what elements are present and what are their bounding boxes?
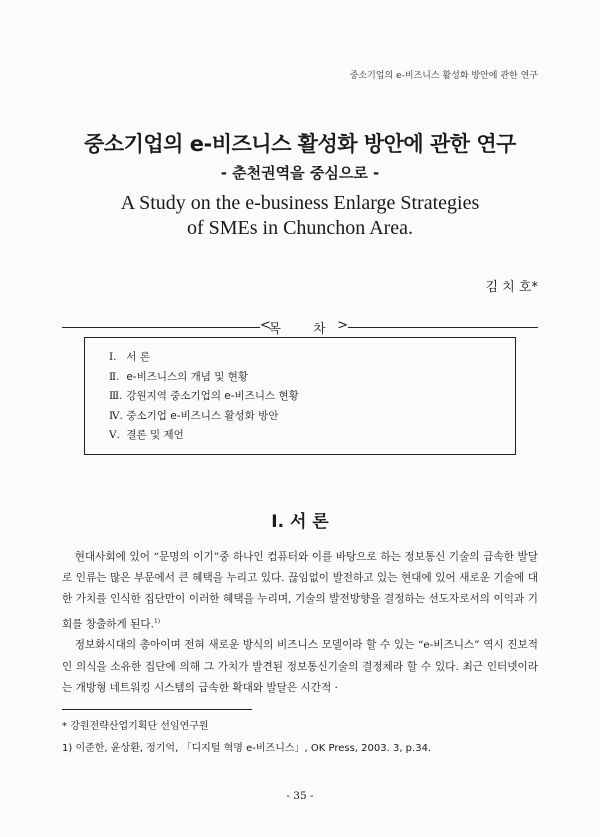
- footnote-author: * 강원전략산업기획단 선임연구원: [62, 721, 209, 732]
- toc-item-text: 강원지역 중소기업의 e-비즈니스 현황: [126, 390, 299, 402]
- toc-item-text: 서 론: [126, 351, 150, 363]
- author-name: 김 치 호*: [485, 280, 538, 295]
- paper-title-english-line1: A Study on the e-business Enlarge Strategies: [120, 192, 480, 214]
- paper-subtitle: - 춘천권역을 중심으로 -: [220, 164, 380, 182]
- toc-rule-left: [62, 327, 260, 328]
- paper-title-english: [0, 191, 600, 241]
- toc-item-number: Ⅱ.: [109, 370, 120, 383]
- paper-title-korean: 중소기업의 e-비즈니스 활성화 방안에 관한 연구: [84, 132, 516, 156]
- toc-item-text: 중소기업 e-비즈니스 활성화 방안: [126, 409, 279, 422]
- toc-header: [62, 318, 538, 338]
- body-text: [62, 547, 538, 699]
- footnote-reference: 1) 이준한, 윤상환, 정기억, 「디지털 혁명 e-비즈니스」, OK Press, 2003. 3, p.34.: [62, 743, 432, 754]
- toc-item: [109, 387, 515, 407]
- toc-item: [109, 348, 515, 368]
- body-paragraph: 정보화시대의 총아이며 전혀 새로운 방식의 비즈니스 모델이라 할 수 있는 “e-비즈니스” 역시 진보적인 의식을 소유한 집단에 의해 그 가치가 발견된 정보통신기술의 결정체라 할 수 있다. 최근 인터넷이라는 개방형 네트워킹 시스템의 급속한 확대와 발달은 시간적 ·: [62, 639, 538, 694]
- running-head: 중소기업의 e-비즈니스 활성화 방안에 관한 연구: [349, 71, 538, 81]
- toc-item: [109, 407, 515, 427]
- toc-label: < 목 차 >: [260, 318, 348, 337]
- toc-item-number: Ⅴ.: [109, 429, 120, 441]
- toc-item-text: e-비즈니스의 개념 및 현황: [126, 370, 249, 383]
- footnote-divider: [62, 709, 252, 710]
- toc-item: [109, 426, 515, 446]
- toc-item-text: 결론 및 제언: [126, 429, 184, 441]
- toc-item-number: Ⅳ.: [109, 409, 123, 422]
- section-heading: Ⅰ. 서 론: [271, 512, 329, 532]
- body-paragraph: [62, 547, 538, 635]
- page-number: - 35 -: [286, 790, 314, 802]
- toc-rule-right: [348, 327, 538, 328]
- toc-item-number: Ⅰ.: [109, 351, 117, 363]
- paper-title-english-line2: of SMEs in Chunchon Area.: [186, 217, 414, 239]
- paragraph-text: 현대사회에 있어 “문명의 이기”중 하나인 컴퓨터와 이를 바탕으로 하는 정보통신 기술의 급속한 발달로 인류는 많은 부문에서 큰 혜택을 누리고 있다. 끊임없이 발전하고 있는 현대에 있어 새로운 기술에 대한 가치를 인식한 집단만이 이러한 혜택을 누리며, 기술의 발전방향을 결정하는 선도자로서의 이익과 기회를 창출하게 된다.: [62, 551, 538, 631]
- footnote-marker: 1): [153, 617, 161, 625]
- toc-item-number: Ⅲ.: [109, 390, 123, 402]
- toc-item: [109, 368, 515, 388]
- table-of-contents: [84, 337, 516, 455]
